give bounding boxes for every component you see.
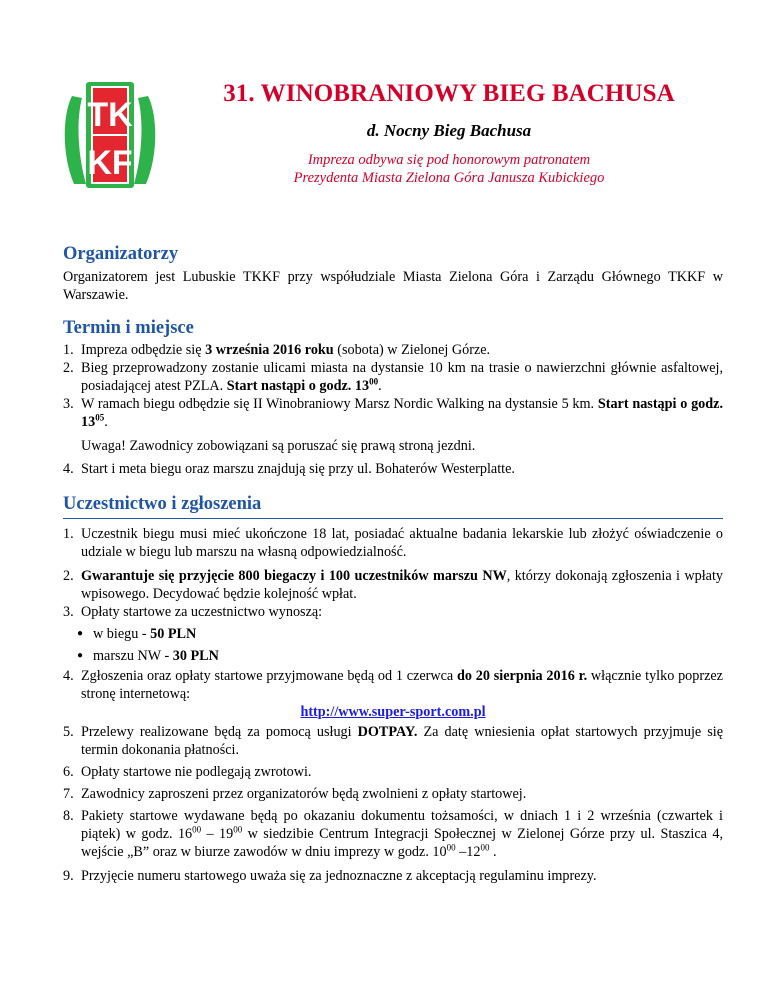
fee-item: ● w biegu - 50 PLN xyxy=(77,626,197,642)
list-item: 7. Zawodnicy zaproszeni przez organizatorów będą zwolnieni z opłaty startowej. xyxy=(63,786,527,802)
heading-uczestnictwo: Uczestnictwo i zgłoszenia xyxy=(63,493,723,519)
list-item: 9. Przyjęcie numeru startowego uważa się za jednoznaczne z akceptacją regulaminu imprezy. xyxy=(63,868,597,884)
list-item: 4. Start i meta biegu oraz marszu znajdują się przy ul. Bohaterów Westerplatte. xyxy=(63,461,515,477)
page-subtitle: d. Nocny Bieg Bachusa xyxy=(366,121,532,140)
section-uczestnictwo xyxy=(63,493,723,885)
tkkf-logo xyxy=(58,76,162,194)
svg-text:KF: KF xyxy=(87,144,133,182)
registration-link xyxy=(63,703,723,721)
warning-note: Uwaga! Zawodnicy zobowiązani są poruszać się prawą stroną jezdni. xyxy=(81,438,476,454)
list-item: 3. W ramach biegu odbędzie się II Winobraniowy Marsz Nordic Walking na dystansie 5 km. Start nastąpi o godz. $13^{05}$. xyxy=(63,396,723,430)
list-item: 2. Gwarantuje się przyjęcie 800 biegaczy i 100 uczestników marszu NW, którzy dokonają zgłoszenia i wpłaty wpisowego. Decydować będzie kolejność wpłat. xyxy=(63,568,724,602)
organizatorzy-text: Organizatorem jest Lubuskie TKKF przy współudziale Miasta Zielona Góra i Zarządu Głównego TKKF w Warszawie. xyxy=(63,269,723,303)
section-organizatorzy xyxy=(63,243,723,304)
patron-line-1: Impreza odbywa się pod honorowym patronatem xyxy=(307,152,591,168)
list-item: 1. Impreza odbędzie się 3 września 2016 roku (sobota) w Zielonej Górze. xyxy=(63,342,491,358)
patron-line-2: Prezydenta Miasta Zielona Góra Janusza Kubickiego xyxy=(293,170,605,186)
registration-url[interactable]: http://www.super-sport.com.pl xyxy=(300,704,486,720)
list-item: 6. Opłaty startowe nie podlegają zwrotowi. xyxy=(63,764,312,780)
list-item: 2. Bieg przeprowadzony zostanie ulicami miasta na dystansie 10 km na trasie o nawierzchni głównie asfaltowej, posiadającej atest PZLA. Start nastąpi o godz. $13^{00}$. xyxy=(63,360,723,394)
svg-text:TK: TK xyxy=(87,96,133,134)
heading-termin: Termin i miejsce xyxy=(63,318,194,338)
patronage-note xyxy=(214,151,684,187)
list-item: 4. Zgłoszenia oraz opłaty startowe przyjmowane będą od 1 czerwca do 20 sierpnia 2016 r. włącznie tylko poprzez stronę internetową: xyxy=(63,668,723,702)
list-item: 3. Opłaty startowe za uczestnictwo wynoszą: xyxy=(63,604,323,620)
list-item: 1. Uczestnik biegu musi mieć ukończone 18 lat, posiadać aktualne badania lekarskie lub złożyć oświadczenie o udziale w biegu lub marszu na własną odpowiedzialność. xyxy=(63,526,723,560)
list-item: 5. Przelewy realizowane będą za pomocą usługi DOTPAY. Za datę wniesienia opłat startowych przyjmuje się termin dokonania płatności. xyxy=(63,724,723,758)
heading-organizatorzy: Organizatorzy xyxy=(63,244,179,264)
section-termin xyxy=(63,317,723,478)
list-item: 8. Pakiety startowe wydawane będą po okazaniu dokumentu tożsamości, w dniach 1 i 2 września (czwartek i piątek) w godz. $16^{00} - 19^{00}$ w siedzibie Centrum Integracji Społecznej w Zielonej Górze przy ul. Staszica 4, wejście „B” oraz w biurze zawodów w dniu imprezy w godz. $10^{00}$ $-12^{00}$ . xyxy=(63,808,723,860)
page-title: 31. WINOBRANIOWY BIEG BACHUSA xyxy=(223,80,675,107)
fee-item: ● marszu NW - 30 PLN xyxy=(77,648,219,664)
logo-text: TKKF xyxy=(108,193,112,194)
